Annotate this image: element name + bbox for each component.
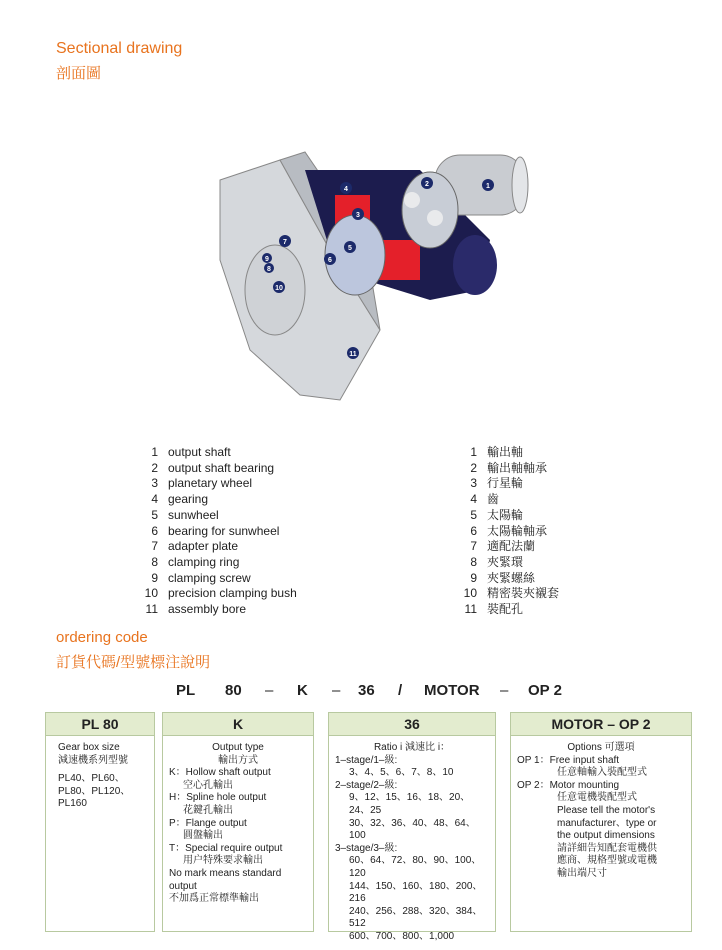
list-item: 9 clamping screw <box>151 570 251 585</box>
list-item: 8 夾緊環 <box>470 554 524 569</box>
list-item: 2 output shaft bearing <box>151 460 275 475</box>
section-title-en: Sectional drawing <box>56 40 183 57</box>
list-item: 5 sunwheel <box>151 507 219 522</box>
list-item: 6 bearing for sunwheel <box>151 523 280 538</box>
column-output-type: K Output type 輸出方式 K：Hollow shaft output 空心孔輸出 H：Spline hole output 花鍵孔輸出 P：Flange output 圓盤輸出 T：Special require output 用户特殊要求輸出 No mark means standard output 不加爲正常標準輸出 <box>162 712 314 932</box>
code-slash: / <box>398 682 403 699</box>
code-pl: PL <box>176 682 196 699</box>
callout-3: 3 <box>356 212 360 219</box>
list-item: 10 精密裝夾襯套 <box>463 586 560 601</box>
list-item: 3 planetary wheel <box>151 476 253 491</box>
parts-list-zh <box>455 445 559 618</box>
list-item: 1 output shaft <box>151 445 231 459</box>
list-item: 11 裝配孔 <box>464 602 524 617</box>
column-motor-options: MOTOR – OP 2 Options 可選項 OP 1：Free input shaft 任意軸輸入裝配型式 OP 2：Motor mounting 任意電機裝配型式 Please tell the motor's manufacturer、type or the output dimensions 請詳細告知配套電機供 應商、規格型號或電機 輸出端尺寸 <box>510 712 692 932</box>
list-item: 4 gearing <box>151 492 209 507</box>
list-item: 8 clamping ring <box>151 554 240 569</box>
ordering-title-zh: 訂貨代碼/型號標注說明 <box>56 654 211 671</box>
list-item: 5 太陽輪 <box>470 507 524 522</box>
section-title-zh: 剖面圖 <box>56 65 102 82</box>
list-item: 3 行星輪 <box>470 476 524 491</box>
code-sep: – <box>332 682 341 699</box>
column-gearbox-size: PL 80 Gear box size 減速機系列型號 PL40、PL60、 PL80、PL120、 PL160 <box>45 712 155 932</box>
sectional-drawing <box>190 100 550 420</box>
ordering-code-line <box>0 682 722 702</box>
callout-7: 7 <box>283 239 287 246</box>
code-sep: – <box>265 682 274 699</box>
callout-9: 9 <box>265 256 269 263</box>
callout-8: 8 <box>267 266 271 273</box>
callout-1: 1 <box>486 183 490 190</box>
callout-10: 10 <box>275 285 283 292</box>
code-motor: MOTOR <box>424 682 480 699</box>
code-size: 80 <box>225 682 242 699</box>
callout-6: 6 <box>328 257 332 264</box>
code-option: OP 2 <box>528 682 562 699</box>
list-item: 7 適配法蘭 <box>470 539 536 554</box>
list-item: 4 齒 <box>470 492 500 507</box>
column-ratio: 36 Ratio i 減速比 i： 1–stage/1–級: 3、4、5、6、7、8、10 2–stage/2–級: 9、12、15、16、18、20、24、25 30、32、36、40、48、64、100 3–stage/3–級: 60、64、72、80、90、100、120 144、150、160、180、200、216 240、256、288、320、384、512 600、700、800、1,000 <box>328 712 496 932</box>
code-ratio: 36 <box>358 682 375 699</box>
list-item: 2 輸出軸軸承 <box>470 460 548 475</box>
list-item: 6 太陽輪軸承 <box>470 523 548 538</box>
code-k: K <box>297 682 308 699</box>
list-item: 1 輸出軸 <box>470 445 524 459</box>
ordering-title-en: ordering code <box>56 629 148 646</box>
parts-list-en <box>136 445 297 618</box>
list-item: 11 assembly bore <box>145 602 247 617</box>
callout-5: 5 <box>348 245 352 252</box>
list-item: 7 adapter plate <box>151 539 239 554</box>
callout-4: 4 <box>344 186 348 193</box>
callout-2: 2 <box>425 181 429 188</box>
callout-11: 11 <box>349 351 357 358</box>
code-sep: – <box>500 682 509 699</box>
list-item: 9 夾緊螺絲 <box>470 570 536 585</box>
list-item: 10 precision clamping bush <box>144 586 297 601</box>
